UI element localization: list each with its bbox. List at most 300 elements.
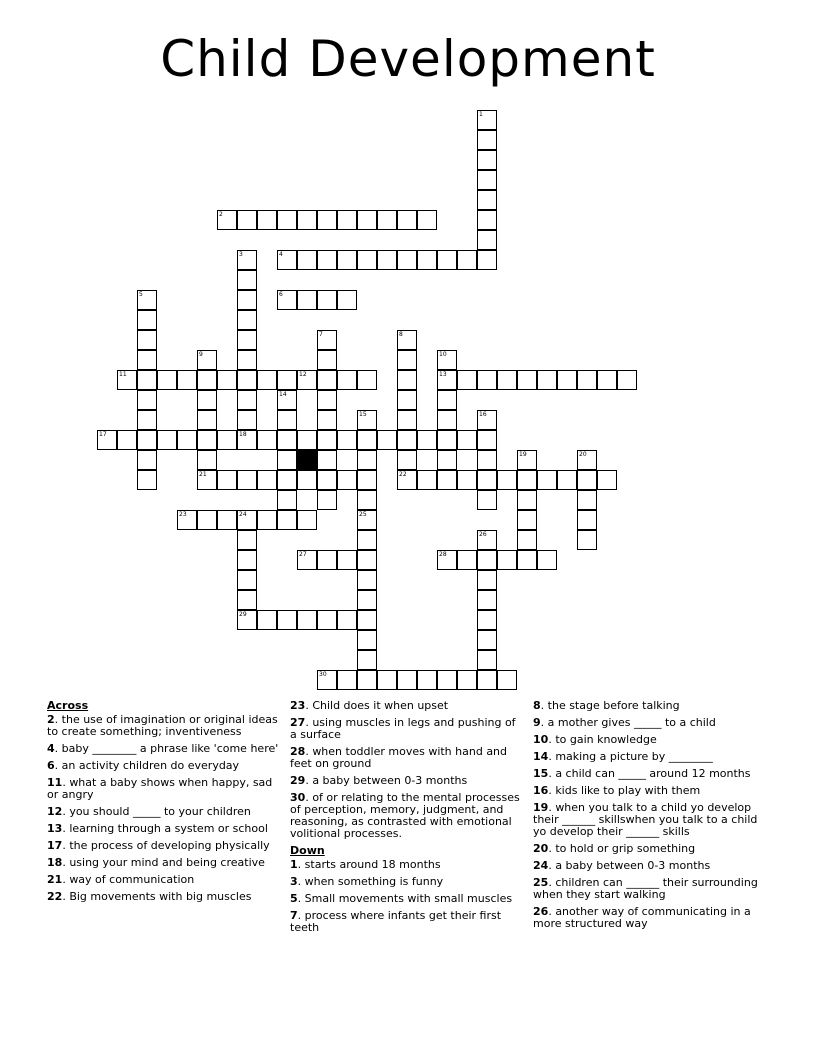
clue-text: when something is funny — [304, 875, 444, 888]
answer-cell[interactable] — [457, 250, 477, 270]
answer-cell[interactable] — [317, 210, 337, 230]
across-clue: 12. you should _____ to your children — [47, 805, 251, 818]
answer-cell[interactable] — [337, 370, 357, 390]
clue-text: when you talk to a child yo develop their ______ skillswhen you talk to a child yo develop their ______ skills — [533, 801, 758, 838]
answer-cell[interactable] — [597, 470, 617, 490]
clue-number: 25 — [359, 511, 367, 518]
answer-cell[interactable] — [517, 510, 537, 530]
answer-cell[interactable] — [157, 430, 177, 450]
down-clue: 5. Small movements with small muscles — [290, 892, 513, 905]
clue-number: 21 — [47, 873, 63, 886]
answer-cell[interactable] — [357, 650, 377, 670]
clue-number: 21 — [199, 471, 207, 478]
answer-cell[interactable] — [197, 410, 217, 430]
answer-cell[interactable] — [257, 430, 277, 450]
across-clue: 22. Big movements with big muscles — [47, 890, 252, 903]
answer-cell[interactable] — [297, 550, 317, 570]
across-heading: Across — [47, 699, 89, 712]
answer-cell[interactable] — [377, 250, 397, 270]
answer-cell[interactable] — [137, 330, 157, 350]
answer-cell[interactable] — [377, 430, 397, 450]
down-clue: 16. kids like to play with them — [533, 784, 701, 797]
answer-cell[interactable] — [317, 610, 337, 630]
answer-cell[interactable] — [357, 570, 377, 590]
clue-text: a baby between 0-3 months — [312, 774, 468, 787]
answer-cell[interactable] — [237, 370, 257, 390]
clues-column-2 — [290, 700, 522, 939]
clue-number: 29 — [239, 611, 247, 618]
answer-cell[interactable] — [357, 630, 377, 650]
clue-text: learning through a system or school — [69, 822, 268, 835]
answer-cell[interactable] — [277, 450, 297, 470]
clue-number: 24 — [533, 859, 549, 872]
answer-cell[interactable] — [417, 430, 437, 450]
answer-cell[interactable] — [437, 390, 457, 410]
answer-cell[interactable] — [437, 450, 457, 470]
answer-cell[interactable] — [317, 430, 337, 450]
answer-cell[interactable] — [237, 510, 257, 530]
answer-cell[interactable] — [357, 210, 377, 230]
answer-cell[interactable] — [297, 290, 317, 310]
answer-cell[interactable] — [237, 290, 257, 310]
answer-cell[interactable] — [357, 470, 377, 490]
answer-cell[interactable] — [297, 610, 317, 630]
answer-cell[interactable] — [257, 470, 277, 490]
answer-cell[interactable] — [497, 670, 517, 690]
answer-cell[interactable] — [557, 370, 577, 390]
answer-cell[interactable] — [237, 270, 257, 290]
answer-cell[interactable] — [477, 470, 497, 490]
answer-cell[interactable] — [217, 210, 237, 230]
answer-cell[interactable] — [557, 470, 577, 490]
answer-cell[interactable] — [337, 210, 357, 230]
answer-cell[interactable] — [357, 610, 377, 630]
clue-number: 12 — [299, 371, 307, 378]
clue-number: 20 — [533, 842, 549, 855]
down-clue: 14. making a picture by ________ — [533, 750, 713, 763]
answer-cell[interactable] — [477, 670, 497, 690]
answer-cell[interactable] — [477, 430, 497, 450]
answer-cell[interactable] — [517, 450, 537, 470]
answer-cell[interactable] — [477, 250, 497, 270]
clue-text: kids like to play with them — [555, 784, 701, 797]
clue-text: Child does it when upset — [312, 699, 449, 712]
answer-cell[interactable] — [197, 430, 217, 450]
clue-number: 22 — [399, 471, 407, 478]
answer-cell[interactable] — [577, 490, 597, 510]
clue-text: to gain knowledge — [555, 733, 657, 746]
clue-number: 4 — [47, 742, 55, 755]
answer-cell[interactable] — [397, 450, 417, 470]
answer-cell[interactable] — [337, 670, 357, 690]
answer-cell[interactable] — [417, 470, 437, 490]
clue-number: 19 — [519, 451, 527, 458]
clue-number: 17 — [47, 839, 63, 852]
answer-cell[interactable] — [97, 430, 117, 450]
answer-cell[interactable] — [337, 290, 357, 310]
answer-cell[interactable] — [117, 370, 137, 390]
answer-cell[interactable] — [237, 250, 257, 270]
answer-cell[interactable] — [397, 330, 417, 350]
answer-cell[interactable] — [197, 350, 217, 370]
answer-cell[interactable] — [237, 390, 257, 410]
answer-cell[interactable] — [317, 490, 337, 510]
clue-number: 16 — [479, 411, 487, 418]
answer-cell[interactable] — [477, 610, 497, 630]
answer-cell[interactable] — [457, 670, 477, 690]
answer-cell[interactable] — [477, 130, 497, 150]
answer-cell[interactable] — [357, 450, 377, 470]
answer-cell[interactable] — [257, 510, 277, 530]
answer-cell[interactable] — [477, 230, 497, 250]
answer-cell[interactable] — [397, 390, 417, 410]
answer-cell[interactable] — [317, 410, 337, 430]
answer-cell[interactable] — [257, 610, 277, 630]
clue-number: 2 — [47, 713, 55, 726]
answer-cell[interactable] — [277, 410, 297, 430]
answer-cell[interactable] — [477, 110, 497, 130]
answer-cell[interactable] — [577, 370, 597, 390]
answer-cell[interactable] — [357, 670, 377, 690]
answer-cell[interactable] — [217, 470, 237, 490]
answer-cell[interactable] — [577, 470, 597, 490]
answer-cell[interactable] — [277, 250, 297, 270]
clue-number: 30 — [319, 671, 327, 678]
answer-cell[interactable] — [317, 550, 337, 570]
answer-cell[interactable] — [437, 410, 457, 430]
answer-cell[interactable] — [157, 370, 177, 390]
clue-number: 15 — [533, 767, 549, 780]
answer-cell[interactable] — [277, 470, 297, 490]
clue-number: 6 — [47, 759, 55, 772]
answer-cell[interactable] — [297, 250, 317, 270]
answer-cell[interactable] — [597, 370, 617, 390]
clue-number: 14 — [533, 750, 549, 763]
clue-text: starts around 18 months — [304, 858, 441, 871]
answer-cell[interactable] — [377, 210, 397, 230]
clue-number: 15 — [359, 411, 367, 418]
clue-number: 19 — [533, 801, 549, 814]
answer-cell[interactable] — [437, 670, 457, 690]
clue-number: 1 — [479, 111, 483, 118]
clue-number: 20 — [579, 451, 587, 458]
down-clue: 20. to hold or grip something — [533, 842, 696, 855]
answer-cell[interactable] — [437, 350, 457, 370]
clue-number: 24 — [239, 511, 247, 518]
across-clue: 18. using your mind and being creative — [47, 856, 265, 869]
answer-cell[interactable] — [177, 370, 197, 390]
across-clue: 17. the process of developing physically — [47, 839, 270, 852]
clue-number: 9 — [199, 351, 203, 358]
down-clue: 26. another way of communicating in a more structured way — [533, 905, 751, 930]
answer-cell[interactable] — [237, 330, 257, 350]
answer-cell[interactable] — [477, 570, 497, 590]
clue-text: baby ________ a phrase like 'come here' — [61, 742, 279, 755]
answer-cell[interactable] — [317, 390, 337, 410]
answer-cell[interactable] — [337, 470, 357, 490]
answer-cell[interactable] — [457, 470, 477, 490]
across-clue: 13. learning through a system or school — [47, 822, 268, 835]
clue-number: 2 — [219, 211, 223, 218]
answer-cell[interactable] — [477, 590, 497, 610]
answer-cell[interactable] — [237, 550, 257, 570]
answer-cell[interactable] — [397, 370, 417, 390]
answer-cell[interactable] — [397, 430, 417, 450]
answer-cell[interactable] — [317, 250, 337, 270]
answer-cell[interactable] — [477, 650, 497, 670]
answer-cell[interactable] — [457, 550, 477, 570]
clue-number: 8 — [533, 699, 541, 712]
clue-number: 28 — [290, 745, 306, 758]
clue-number: 13 — [47, 822, 63, 835]
answer-cell[interactable] — [397, 470, 417, 490]
answer-cell[interactable] — [517, 530, 537, 550]
clue-text: using muscles in legs and pushing of a surface — [290, 716, 516, 741]
answer-cell[interactable] — [237, 610, 257, 630]
blocked-cell — [297, 450, 317, 470]
clue-number: 10 — [533, 733, 549, 746]
answer-cell[interactable] — [477, 370, 497, 390]
down-clue: 15. a child can _____ around 12 months — [533, 767, 751, 780]
clue-text: you should _____ to your children — [69, 805, 251, 818]
answer-cell[interactable] — [477, 450, 497, 470]
down-clue: 25. children can ______ their surrounding when they start walking — [533, 876, 758, 901]
clue-number: 26 — [479, 531, 487, 538]
answer-cell[interactable] — [357, 430, 377, 450]
answer-cell[interactable] — [537, 370, 557, 390]
answer-cell[interactable] — [297, 210, 317, 230]
across-clue: 23. Child does it when upset — [290, 699, 449, 712]
clue-text: a baby between 0-3 months — [555, 859, 711, 872]
answer-cell[interactable] — [437, 430, 457, 450]
answer-cell[interactable] — [357, 530, 377, 550]
page-title: Child Development — [160, 30, 656, 88]
answer-cell[interactable] — [357, 370, 377, 390]
answer-cell[interactable] — [237, 530, 257, 550]
answer-cell[interactable] — [477, 530, 497, 550]
answer-cell[interactable] — [297, 430, 317, 450]
answer-cell[interactable] — [297, 370, 317, 390]
answer-cell[interactable] — [317, 350, 337, 370]
answer-cell[interactable] — [397, 670, 417, 690]
answer-cell[interactable] — [277, 430, 297, 450]
clue-number: 7 — [319, 331, 323, 338]
answer-cell[interactable] — [577, 450, 597, 470]
answer-cell[interactable] — [237, 410, 257, 430]
answer-cell[interactable] — [217, 430, 237, 450]
clue-text: children can ______ their surrounding when they start walking — [533, 876, 758, 901]
clue-text: of or relating to the mental processes of perception, memory, judgment, and reasoning, as contrasted with emotional volitional processes. — [290, 791, 520, 840]
answer-cell[interactable] — [537, 470, 557, 490]
answer-cell[interactable] — [517, 370, 537, 390]
answer-cell[interactable] — [317, 470, 337, 490]
clue-number: 7 — [290, 909, 298, 922]
answer-cell[interactable] — [197, 450, 217, 470]
answer-cell[interactable] — [197, 390, 217, 410]
answer-cell[interactable] — [397, 410, 417, 430]
clue-number: 5 — [139, 291, 143, 298]
clue-number: 10 — [439, 351, 447, 358]
answer-cell[interactable] — [357, 550, 377, 570]
answer-cell[interactable] — [337, 250, 357, 270]
answer-cell[interactable] — [457, 370, 477, 390]
answer-cell[interactable] — [137, 290, 157, 310]
answer-cell[interactable] — [137, 310, 157, 330]
answer-cell[interactable] — [337, 550, 357, 570]
answer-cell[interactable] — [137, 350, 157, 370]
clue-number: 18 — [47, 856, 63, 869]
answer-cell[interactable] — [237, 570, 257, 590]
clue-number: 4 — [279, 251, 283, 258]
answer-cell[interactable] — [357, 510, 377, 530]
answer-cell[interactable] — [377, 670, 397, 690]
clue-text: the use of imagination or original ideas to create something; inventiveness — [47, 713, 278, 738]
answer-cell[interactable] — [357, 410, 377, 430]
answer-cell[interactable] — [477, 410, 497, 430]
answer-cell[interactable] — [137, 450, 157, 470]
answer-cell[interactable] — [197, 370, 217, 390]
answer-cell[interactable] — [517, 470, 537, 490]
answer-cell[interactable] — [437, 370, 457, 390]
answer-cell[interactable] — [437, 250, 457, 270]
answer-cell[interactable] — [497, 370, 517, 390]
clue-number: 29 — [290, 774, 306, 787]
answer-cell[interactable] — [277, 210, 297, 230]
answer-cell[interactable] — [317, 370, 337, 390]
answer-cell[interactable] — [237, 430, 257, 450]
clue-text: another way of communicating in a more structured way — [533, 905, 751, 930]
answer-cell[interactable] — [517, 550, 537, 570]
clues-column-3 — [533, 700, 765, 935]
answer-cell[interactable] — [297, 510, 317, 530]
answer-cell[interactable] — [237, 310, 257, 330]
answer-cell[interactable] — [477, 630, 497, 650]
clue-text: process where infants get their first teeth — [290, 909, 502, 934]
answer-cell[interactable] — [357, 250, 377, 270]
answer-cell[interactable] — [297, 470, 317, 490]
answer-cell[interactable] — [477, 210, 497, 230]
down-clue: 1. starts around 18 months — [290, 858, 441, 871]
clue-number: 12 — [47, 805, 63, 818]
answer-cell[interactable] — [177, 510, 197, 530]
answer-cell[interactable] — [317, 450, 337, 470]
answer-cell[interactable] — [177, 430, 197, 450]
answer-cell[interactable] — [237, 210, 257, 230]
clue-number: 25 — [533, 876, 549, 889]
answer-cell[interactable] — [117, 430, 137, 450]
answer-cell[interactable] — [437, 470, 457, 490]
across-clue: 21. way of communication — [47, 873, 195, 886]
across-clue: 30. of or relating to the mental processes of perception, memory, judgment, and reasoning, as contrasted with emotional volitional processes. — [290, 791, 520, 840]
answer-cell[interactable] — [397, 210, 417, 230]
answer-cell[interactable] — [277, 290, 297, 310]
answer-cell[interactable] — [277, 510, 297, 530]
across-clue: 11. what a baby shows when happy, sad or angry — [47, 776, 273, 801]
answer-cell[interactable] — [477, 490, 497, 510]
answer-cell[interactable] — [277, 610, 297, 630]
answer-cell[interactable] — [237, 590, 257, 610]
clue-number: 6 — [279, 291, 283, 298]
answer-cell[interactable] — [437, 550, 457, 570]
across-clue: 29. a baby between 0-3 months — [290, 774, 468, 787]
answer-cell[interactable] — [517, 490, 537, 510]
answer-cell[interactable] — [477, 170, 497, 190]
answer-cell[interactable] — [457, 430, 477, 450]
clues-column-1 — [47, 700, 283, 908]
clue-number: 27 — [299, 551, 307, 558]
answer-cell[interactable] — [197, 510, 217, 530]
clue-number: 28 — [439, 551, 447, 558]
answer-cell[interactable] — [417, 210, 437, 230]
answer-cell[interactable] — [477, 550, 497, 570]
answer-cell[interactable] — [357, 490, 377, 510]
answer-cell[interactable] — [257, 210, 277, 230]
answer-cell[interactable] — [137, 410, 157, 430]
across-clue: 28. when toddler moves with hand and feet on ground — [290, 745, 508, 770]
answer-cell[interactable] — [277, 490, 297, 510]
answer-cell[interactable] — [137, 390, 157, 410]
down-heading: Down — [290, 844, 325, 857]
clue-text: to hold or grip something — [555, 842, 696, 855]
answer-cell[interactable] — [277, 390, 297, 410]
across-clue: 27. using muscles in legs and pushing of a surface — [290, 716, 516, 741]
answer-cell[interactable] — [417, 250, 437, 270]
clue-text: a mother gives _____ to a child — [547, 716, 716, 729]
answer-cell[interactable] — [237, 470, 257, 490]
answer-cell[interactable] — [257, 370, 277, 390]
answer-cell[interactable] — [217, 510, 237, 530]
answer-cell[interactable] — [417, 670, 437, 690]
answer-cell[interactable] — [277, 370, 297, 390]
answer-cell[interactable] — [477, 190, 497, 210]
answer-cell[interactable] — [317, 330, 337, 350]
down-clue: 10. to gain knowledge — [533, 733, 657, 746]
answer-cell[interactable] — [397, 250, 417, 270]
clue-text: making a picture by ________ — [555, 750, 713, 763]
clue-number: 26 — [533, 905, 549, 918]
answer-cell[interactable] — [537, 550, 557, 570]
clue-number: 18 — [239, 431, 247, 438]
answer-cell[interactable] — [137, 430, 157, 450]
clue-number: 17 — [99, 431, 107, 438]
clue-number: 23 — [179, 511, 187, 518]
down-clue: 9. a mother gives _____ to a child — [533, 716, 716, 729]
clue-number: 23 — [290, 699, 306, 712]
answer-cell[interactable] — [337, 610, 357, 630]
answer-cell[interactable] — [617, 370, 637, 390]
answer-cell[interactable] — [217, 370, 237, 390]
answer-cell[interactable] — [477, 150, 497, 170]
answer-cell[interactable] — [577, 530, 597, 550]
answer-cell[interactable] — [317, 290, 337, 310]
answer-cell[interactable] — [357, 590, 377, 610]
answer-cell[interactable] — [137, 370, 157, 390]
clue-text: the process of developing physically — [69, 839, 270, 852]
down-clue: 19. when you talk to a child yo develop their ______ skillswhen you talk to a child yo develop their ______ skills — [533, 801, 758, 838]
clue-number: 1 — [290, 858, 298, 871]
answer-cell[interactable] — [197, 470, 217, 490]
answer-cell[interactable] — [577, 510, 597, 530]
clue-number: 14 — [279, 391, 287, 398]
answer-cell[interactable] — [337, 430, 357, 450]
answer-cell[interactable] — [397, 350, 417, 370]
answer-cell[interactable] — [497, 470, 517, 490]
answer-cell[interactable] — [317, 670, 337, 690]
answer-cell[interactable] — [237, 350, 257, 370]
answer-cell[interactable] — [137, 470, 157, 490]
answer-cell[interactable] — [497, 550, 517, 570]
down-clue: 8. the stage before talking — [533, 699, 680, 712]
